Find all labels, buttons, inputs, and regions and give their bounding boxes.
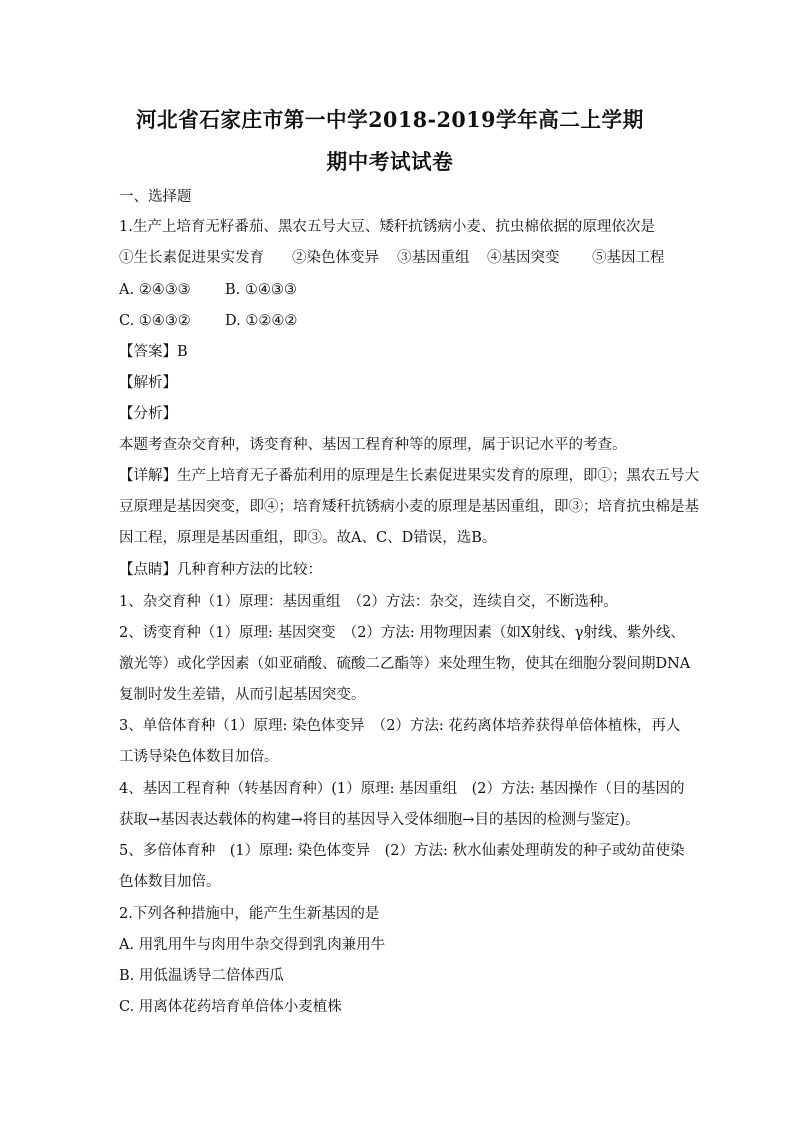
question-1-stem: 1.生产上培育无籽番茄、黑农五号大豆、矮秆抗锈病小麦、抗虫棉依据的原理依次是 xyxy=(119,219,655,235)
item-4: ④基因突变 xyxy=(487,250,560,266)
fenxi-text: 本题考查杂交育种，诱变育种、基因工程育种等的原理，属于识记水平的考查。 xyxy=(119,437,627,453)
comparison-3-line-1: 3、单倍体育种（1）原理: 染色体变异 （2）方法: 花药离体培养获得单倍体植株，再人 xyxy=(119,718,681,734)
option-c: C. ①④③② xyxy=(119,313,191,329)
section-heading: 一、选择题 xyxy=(119,189,192,205)
option-a: A. ②④③③ xyxy=(119,282,191,298)
comparison-2-line-1: 2、诱变育种（1）原理: 基因突变 （2）方法: 用物理因素（如X射线、γ射线、紫外线、 xyxy=(119,625,685,641)
detail-line-3: 因工程，原理是基因重组，即③。故A、C、D错误，选B。 xyxy=(119,530,497,546)
option-b: B. ①④③③ xyxy=(225,282,297,298)
document-title-line1: 河北省石家庄市第一中学2018-2019学年高二上学期 xyxy=(135,107,644,132)
comparison-2-line-2: 激光等）或化学因素（如亚硝酸、硫酸二乙酯等）来处理生物，使其在细胞分裂间期DNA xyxy=(119,656,691,672)
item-1: ①生长素促进果实发育 xyxy=(119,250,264,266)
question-1-options-cd xyxy=(119,311,297,331)
question-2-option-b: B. 用低温诱导二倍体西瓜 xyxy=(119,968,284,984)
detail-line-1: 【详解】生产上培育无子番茄利用的原理是生长素促进果实发育的原理，即①；黑农五号大 xyxy=(119,468,699,484)
comparison-1: 1、杂交育种（1）原理：基因重组 （2）方法：杂交，连续自交，不断选种。 xyxy=(119,594,618,610)
question-2-option-a: A. 用乳用牛与肉用牛杂交得到乳肉兼用牛 xyxy=(119,937,386,953)
fenxi-label: 【分析】 xyxy=(119,406,177,422)
comparison-5-line-1: 5、多倍体育种 (1）原理: 染色体变异 (2）方法: 秋水仙素处理萌发的种子或幼苗使染 xyxy=(119,843,685,859)
comparison-4-line-2: 获取→基因表达载体的构建→将目的基因导入受体细胞→目的基因的检测与鉴定)。 xyxy=(119,812,640,828)
item-2: ②染色体变异 xyxy=(292,250,379,266)
comparison-2-line-3: 复制时发生差错，从而引起基因突变。 xyxy=(119,687,366,703)
option-d: D. ①②④② xyxy=(225,313,298,329)
question-2-stem: 2.下列各种措施中，能产生生新基因的是 xyxy=(119,906,380,922)
comparison-5-line-2: 色体数目加倍。 xyxy=(119,874,221,890)
question-1-items xyxy=(119,248,665,268)
dianjing-line: 【点睛】几种育种方法的比较： xyxy=(119,562,322,578)
question-1-options-ab xyxy=(119,280,297,300)
document-title-line2: 期中考试试卷 xyxy=(326,149,454,174)
comparison-4-line-1: 4、基因工程育种（转基因育种）(1）原理: 基因重组 (2）方法: 基因操作（目的基因的 xyxy=(119,781,685,797)
analysis-label: 【解析】 xyxy=(119,375,177,391)
item-3: ③基因重组 xyxy=(397,250,470,266)
answer-label: 【答案】B xyxy=(119,344,188,360)
item-5: ⑤基因工程 xyxy=(592,250,665,266)
comparison-3-line-2: 工诱导染色体数目加倍。 xyxy=(119,749,279,765)
detail-line-2: 豆原理是基因突变，即④；培育矮秆抗锈病小麦的原理是基因重组，即③；培育抗虫棉是基 xyxy=(119,499,699,515)
question-2-option-c: C. 用离体花药培育单倍体小麦植株 xyxy=(119,999,342,1015)
